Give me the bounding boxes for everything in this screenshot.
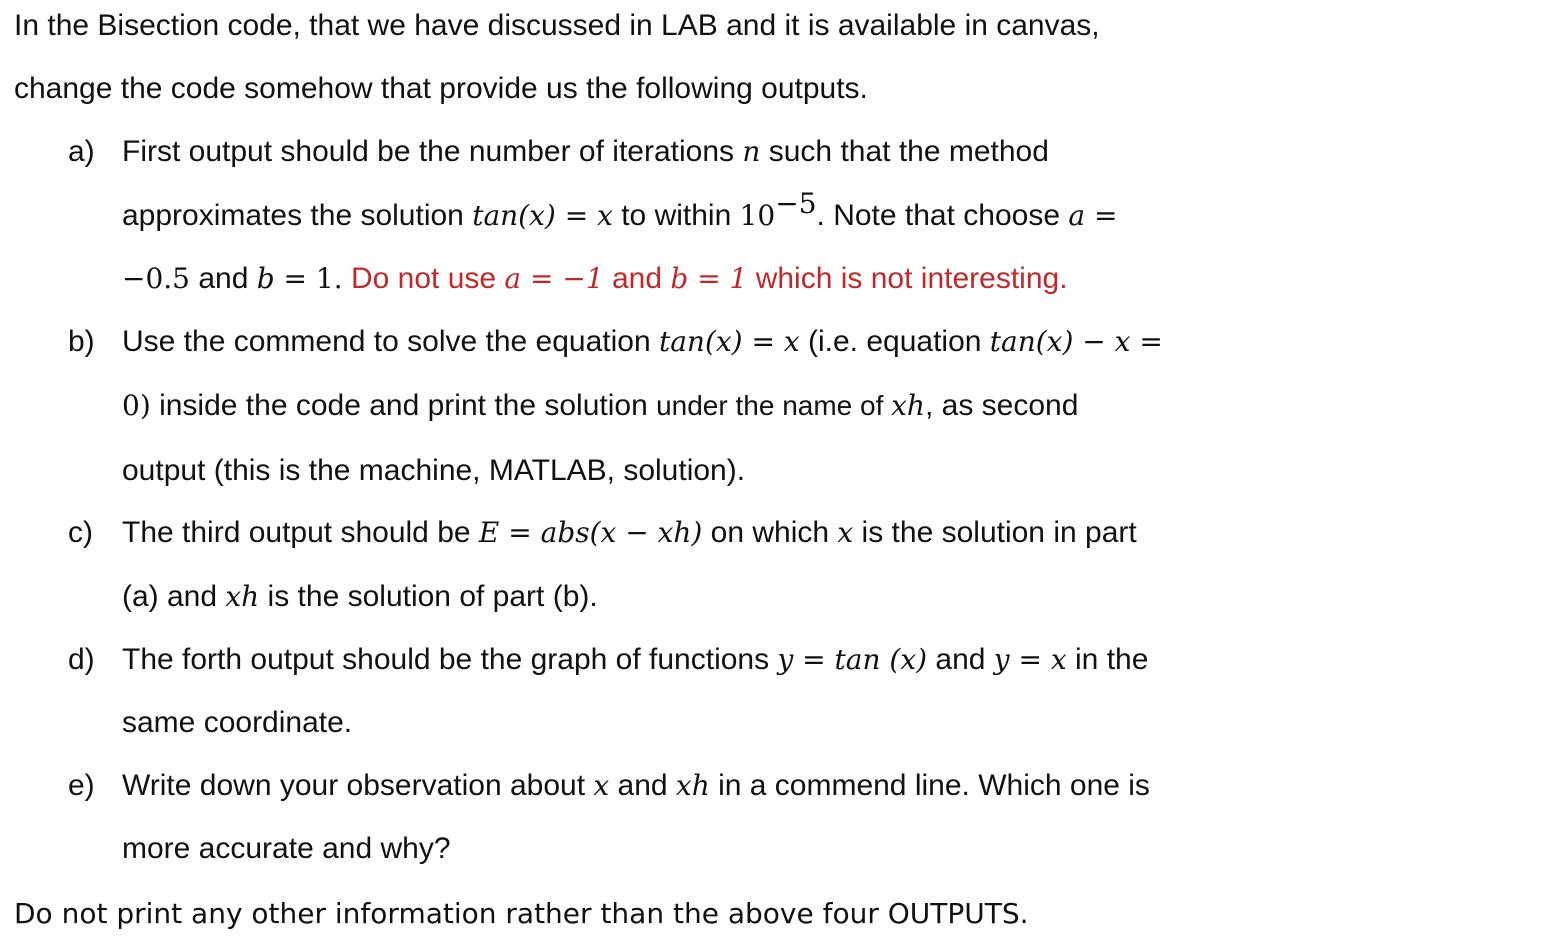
item-b-label: b) (68, 325, 95, 358)
item-a-a-value: −0.5 (122, 262, 190, 295)
item-c-line-2 (122, 577, 598, 617)
item-e-text: in a commend line. Which one is (709, 769, 1150, 802)
item-e-label: e) (68, 769, 95, 802)
intro-line-1: In the Bisection code, that we have discussed in LAB and it is available in canvas, (14, 9, 1100, 42)
item-d-text: The forth output should be the graph of functions (122, 643, 778, 676)
item-e-var-x: x (593, 769, 610, 802)
item-e-text: and (609, 769, 676, 802)
item-d-text: in the (1066, 643, 1149, 676)
item-a-tolerance-exp: −5 (775, 187, 817, 220)
item-e-var-xh: xh (675, 769, 710, 802)
item-b-text: Use the commend to solve the equation (122, 325, 659, 358)
item-c-line-1 (122, 513, 1137, 553)
item-a-text: and (190, 262, 257, 295)
item-d-label: d) (68, 643, 95, 676)
intro-line-2: change the code somehow that provide us the following outputs. (14, 72, 868, 105)
item-b-line-3: output (this is the machine, MATLAB, solution). (122, 454, 746, 487)
item-c-text: is the solution of part (b). (259, 580, 598, 613)
item-c-text: (a) and (122, 580, 226, 613)
item-b-equation: tan(x) = x (658, 325, 800, 358)
item-e-line-2: more accurate and why? (122, 832, 451, 865)
item-a-line-3 (122, 259, 1068, 299)
item-d-text: and (927, 643, 994, 676)
item-c-var-x: x (837, 516, 854, 549)
item-a-text: to within (612, 199, 740, 232)
item-c-var-xh: xh (225, 580, 260, 613)
item-d-line-2: same coordinate. (122, 706, 353, 739)
item-c-label: c) (68, 516, 93, 549)
item-b-text: inside the code and print the solution (150, 389, 657, 422)
item-b-text: (i.e. equation (799, 325, 990, 358)
item-a-text: approximates the solution (122, 199, 473, 232)
item-d-equation-2: y = x (993, 643, 1067, 676)
item-a-equation: tan(x) = x (472, 199, 613, 232)
item-a-text: such that the method (760, 135, 1049, 168)
item-e-line-1 (122, 766, 1150, 806)
item-a-text: . Note that choose (816, 199, 1069, 232)
item-b-text-small: under the name of (656, 390, 892, 421)
item-b-equation-2: tan(x) − x = (989, 325, 1163, 358)
item-b-line-2 (122, 386, 1078, 426)
item-a-b-value: 1. (315, 262, 343, 295)
item-c-text: The third output should be (122, 516, 479, 549)
item-d-line-1 (122, 640, 1148, 680)
item-a-warning: Do not use a = −1 and b = 1 which is not interesting. (342, 262, 1068, 295)
item-a-var-b: b = (256, 262, 316, 295)
footer-note: Do not print any other information rather than the above four OUTPUTS. (14, 897, 1029, 930)
item-b-var-xh: xh (891, 389, 925, 422)
item-a-var-n: n (742, 135, 761, 168)
item-a-line-2 (122, 187, 1118, 236)
item-c-text: on which (702, 516, 838, 549)
item-d-equation-1: y = tan (x) (777, 643, 928, 676)
item-e-text: Write down your observation about (122, 769, 594, 802)
item-a-line-1 (122, 132, 1049, 172)
item-a-text: First output should be the number of iterations (122, 135, 743, 168)
item-a-label: a) (68, 135, 95, 168)
item-b-text: , as second (924, 389, 1079, 422)
item-a-tolerance-base: 10 (739, 199, 776, 232)
item-b-zero: 0) (122, 389, 151, 422)
item-a-var-a: a = (1068, 199, 1118, 232)
item-c-equation: E = abs(x − xh) (478, 516, 703, 549)
item-c-text: is the solution in part (853, 516, 1137, 549)
item-b-line-1 (122, 322, 1163, 362)
